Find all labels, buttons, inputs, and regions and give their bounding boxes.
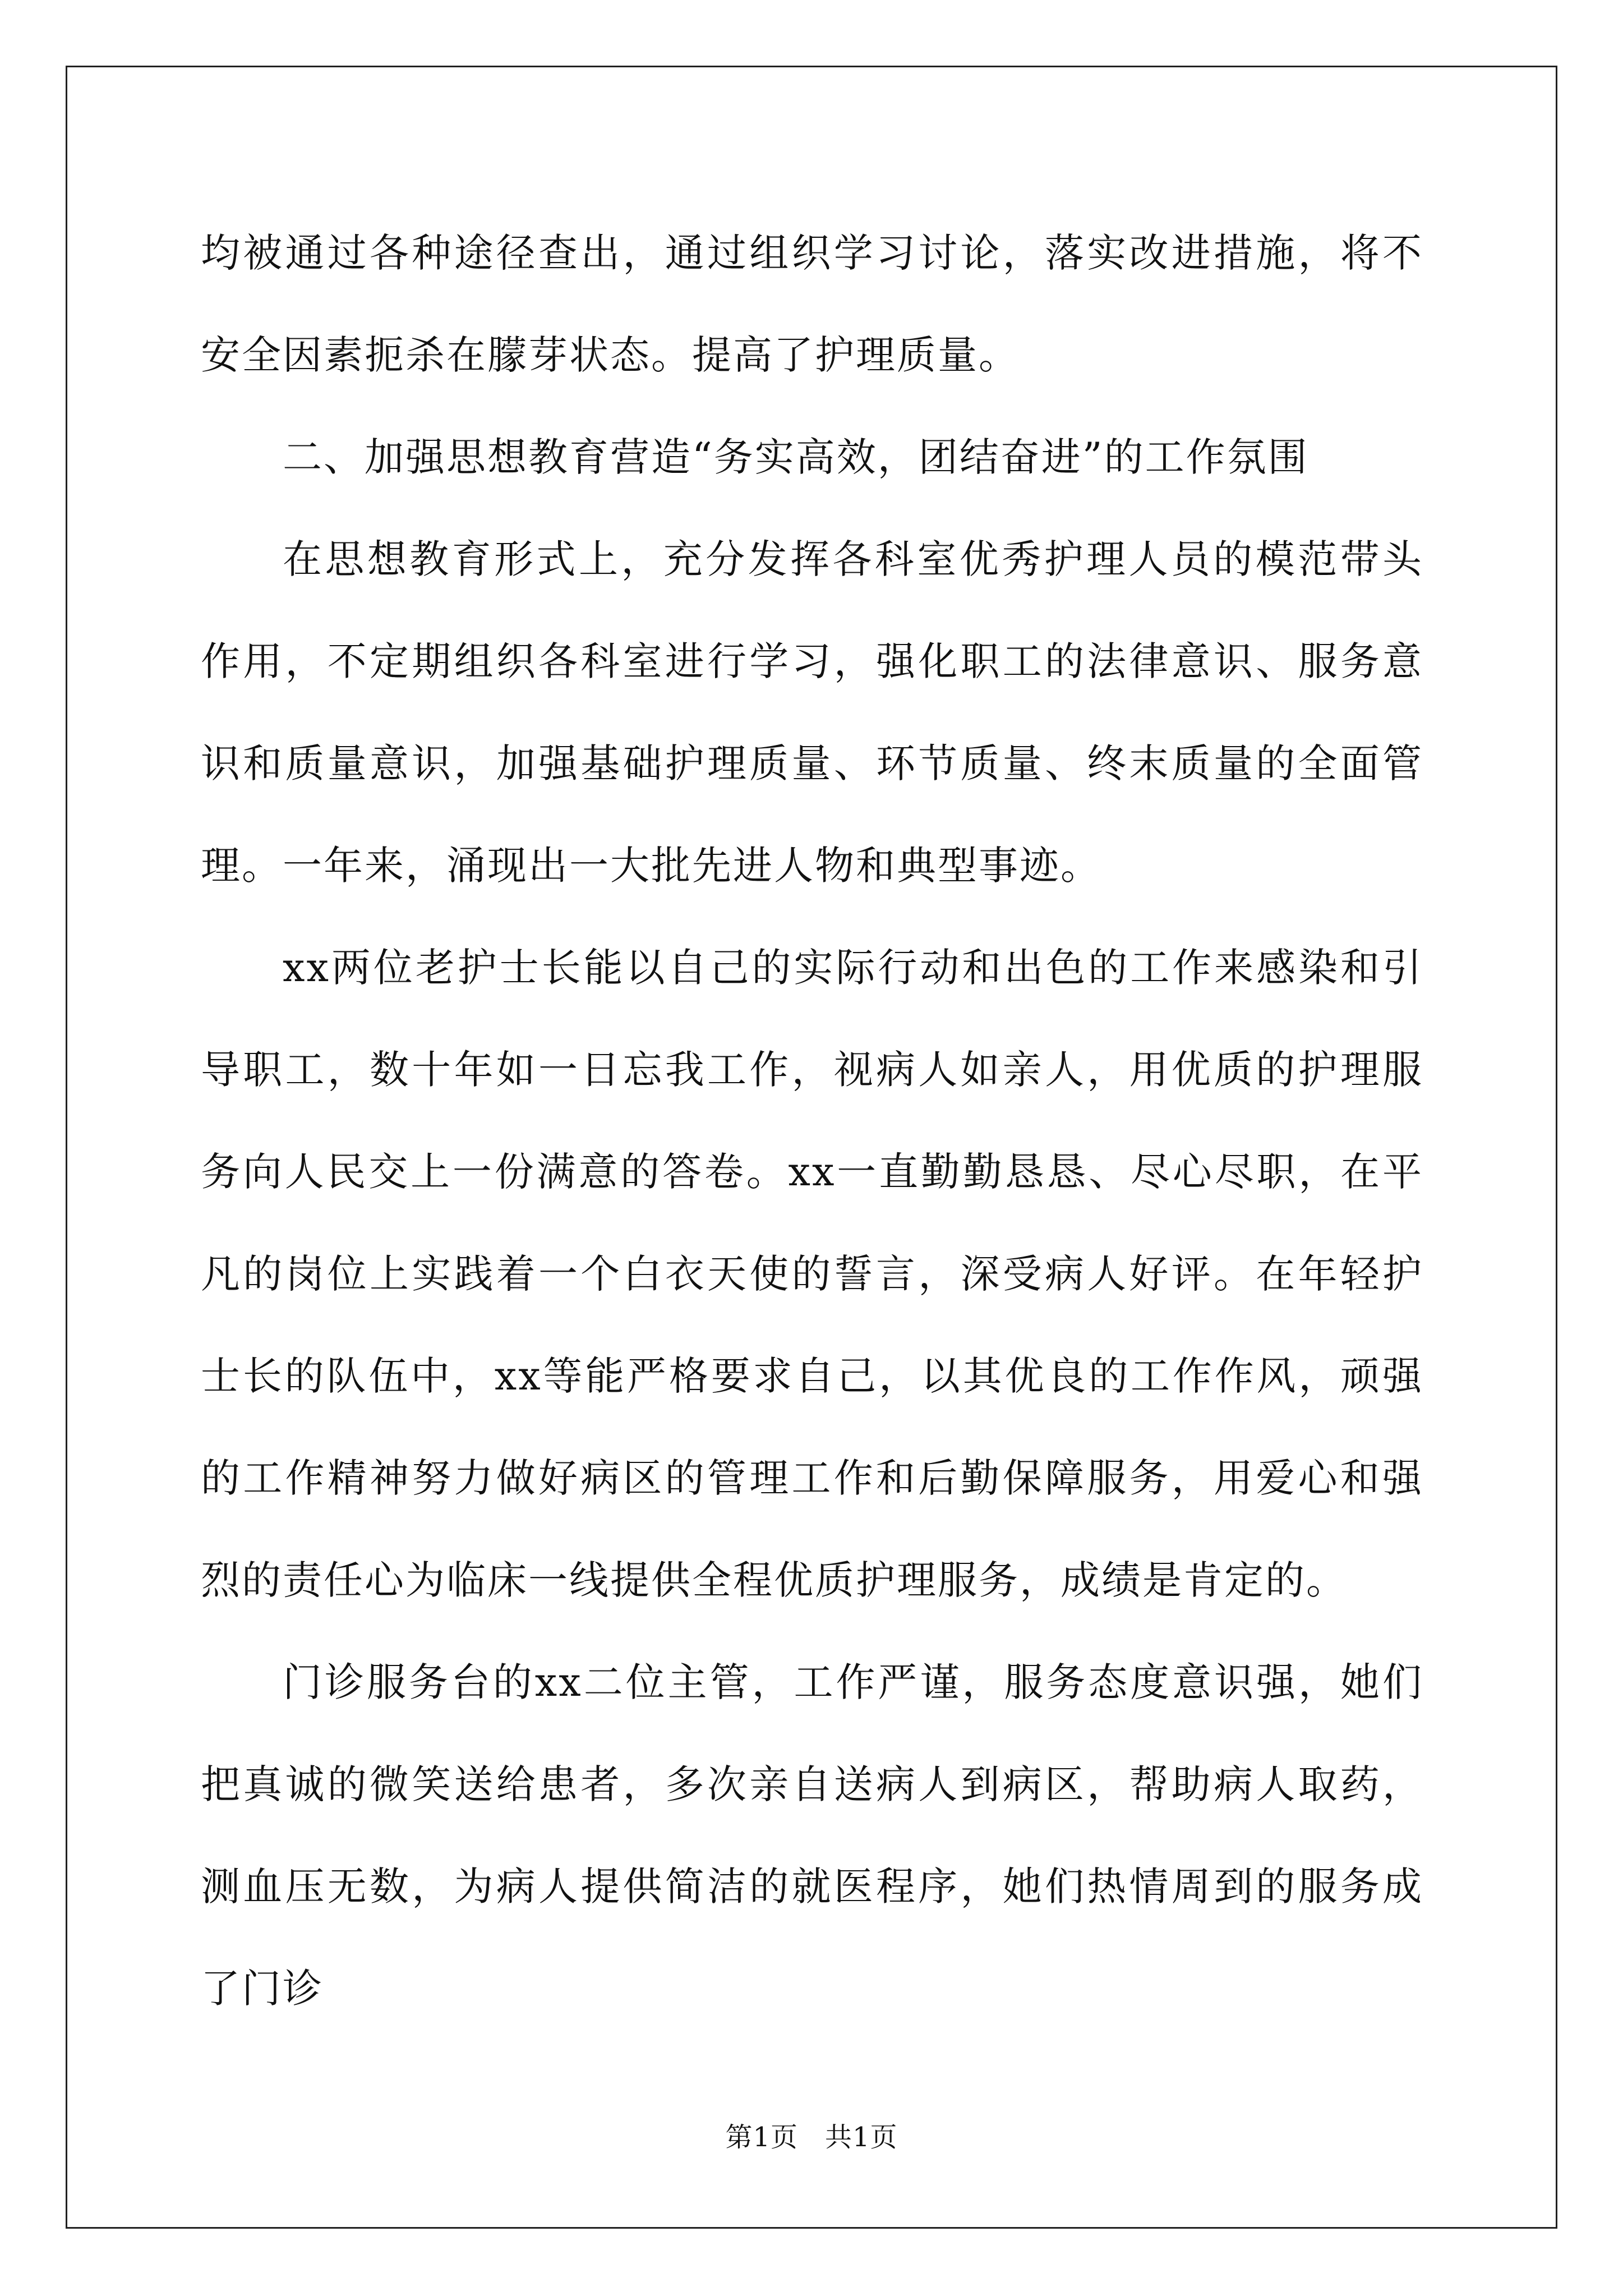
page-number-current: 第1页 — [725, 2122, 798, 2153]
paragraph-5: 门诊服务台的xx二位主管，工作严谨，服务态度意识强，她们把真诚的微笑送给患者，多次亲自送病人到病区，帮助病人取药，测血压无数，为病人提供简洁的就医程序，她们热情周到的服务成了门诊 — [201, 1659, 1423, 2012]
page-number-total: 共1页 — [825, 2122, 898, 2153]
document-body — [201, 202, 1423, 2040]
page-footer — [0, 2120, 1623, 2154]
paragraph-4: xx两位老护士长能以自己的实际行动和出色的工作来感染和引导职工，数十年如一日忘我工作，视病人如亲人，用优质的护理服务向人民交上一份满意的答卷。xx一直勤勤恳恳、尽心尽职，在平凡的岗位上实践着一个白衣天使的誓言，深受病人好评。在年轻护士长的队伍中，xx等能严格要求自己，以其优良的工作作风，顽强的工作精神努力做好病区的管理工作和后勤保障服务，用爱心和强烈的责任心为临床一线提供全程优质护理服务，成绩是肯定的。 — [201, 945, 1423, 1603]
paragraph-3: 在思想教育形式上，充分发挥各科室优秀护理人员的模范带头作用，不定期组织各科室进行学习，强化职工的法律意识、服务意识和质量意识，加强基础护理质量、环节质量、终末质量的全面管理。一年来，涌现出一大批先进人物和典型事迹。 — [201, 536, 1423, 889]
section-heading-2: 二、加强思想教育营造“务实高效，团结奋进”的工作氛围 — [283, 434, 1309, 480]
paragraph-1: 均被通过各种途径查出，通过组织学习讨论，落实改进措施，将不安全因素扼杀在朦芽状态。提高了护理质量。 — [201, 230, 1423, 378]
